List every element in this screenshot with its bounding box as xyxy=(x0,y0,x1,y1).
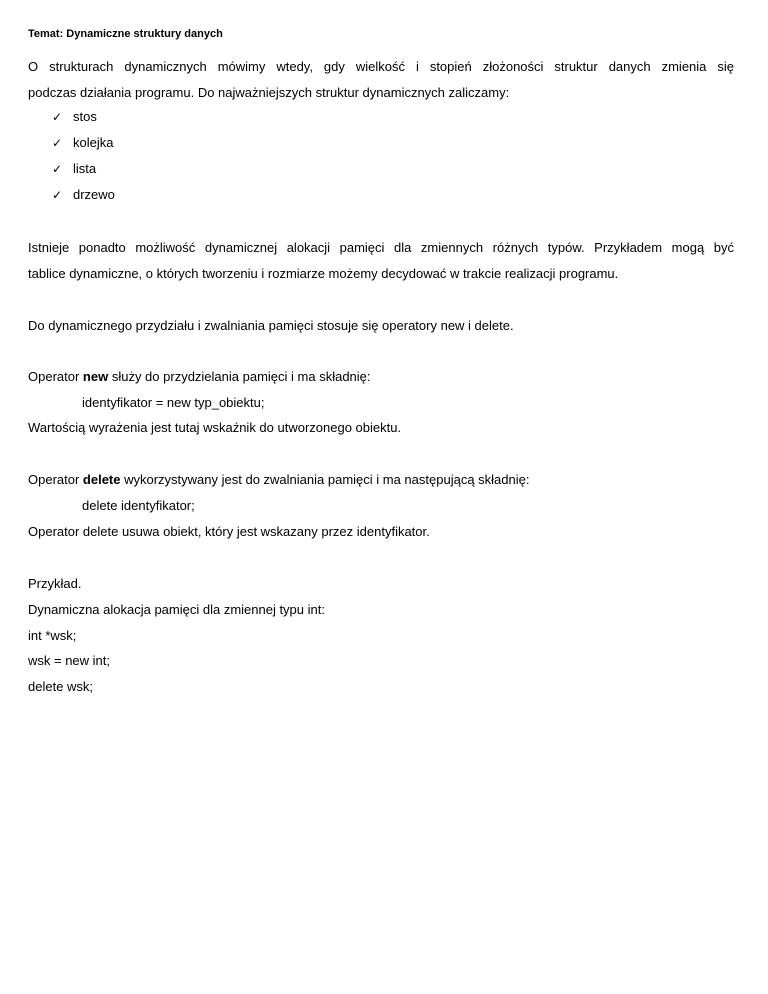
operators-intro: Do dynamicznego przydziału i zwalniania pamięci stosuje się operatory new i delete. xyxy=(28,318,514,333)
list-item xyxy=(52,135,113,151)
list-item-label: drzewo xyxy=(73,187,115,202)
list-item xyxy=(52,109,97,125)
code-line: int *wsk; xyxy=(28,628,77,643)
checkmark-icon: ✓ xyxy=(52,188,63,202)
intro-line-1: O strukturach dynamicznych mówimy wtedy, gdy wielkość i stopień złożoności struktur danych zmienia się xyxy=(28,59,734,74)
delete-operator-syntax: delete identyfikator; xyxy=(82,498,195,513)
new-operator-description xyxy=(28,369,371,385)
dynamic-arrays-line-2: tablice dynamiczne, o których tworzeniu i rozmiarze możemy decydować w trakcie realizacji programu. xyxy=(28,266,619,281)
new-keyword: new xyxy=(82,369,109,384)
code-line: delete wsk; xyxy=(28,679,94,694)
delete-operator-result: Operator delete usuwa obiekt, który jest wskazany przez identyfikator. xyxy=(28,524,430,539)
list-item-label: lista xyxy=(73,161,97,176)
delete-operator-prefix: Operator xyxy=(28,472,83,487)
checkmark-icon: ✓ xyxy=(52,110,63,124)
list-item xyxy=(52,161,96,177)
new-operator-suffix: służy do przydzielania pamięci i ma składnię: xyxy=(108,369,371,384)
list-item xyxy=(52,187,115,203)
list-item-label: stos xyxy=(73,109,97,124)
checkmark-icon: ✓ xyxy=(52,162,63,176)
dynamic-arrays-line-1: Istnieje ponadto możliwość dynamicznej alokacji pamięci dla zmiennych różnych typów. Przykładem mogą być xyxy=(28,240,734,255)
list-item-label: kolejka xyxy=(73,135,114,150)
example-heading: Przykład. xyxy=(28,576,82,591)
delete-operator-suffix: wykorzystywany jest do zwalniania pamięci i ma następującą składnię: xyxy=(120,472,530,487)
checkmark-icon: ✓ xyxy=(52,136,63,150)
document-title: Temat: Dynamiczne struktury danych xyxy=(28,28,223,40)
intro-line-2: podczas działania programu. Do najważniejszych struktur dynamicznych zaliczamy: xyxy=(28,85,510,100)
delete-keyword: delete xyxy=(82,472,121,487)
example-description: Dynamiczna alokacja pamięci dla zmiennej typu int: xyxy=(28,602,325,617)
code-line: wsk = new int; xyxy=(28,653,111,668)
new-operator-prefix: Operator xyxy=(28,369,83,384)
delete-operator-description xyxy=(28,472,529,488)
new-operator-result: Wartością wyrażenia jest tutaj wskaźnik do utworzonego obiektu. xyxy=(28,420,402,435)
new-operator-syntax: identyfikator = new typ_obiektu; xyxy=(82,395,265,410)
